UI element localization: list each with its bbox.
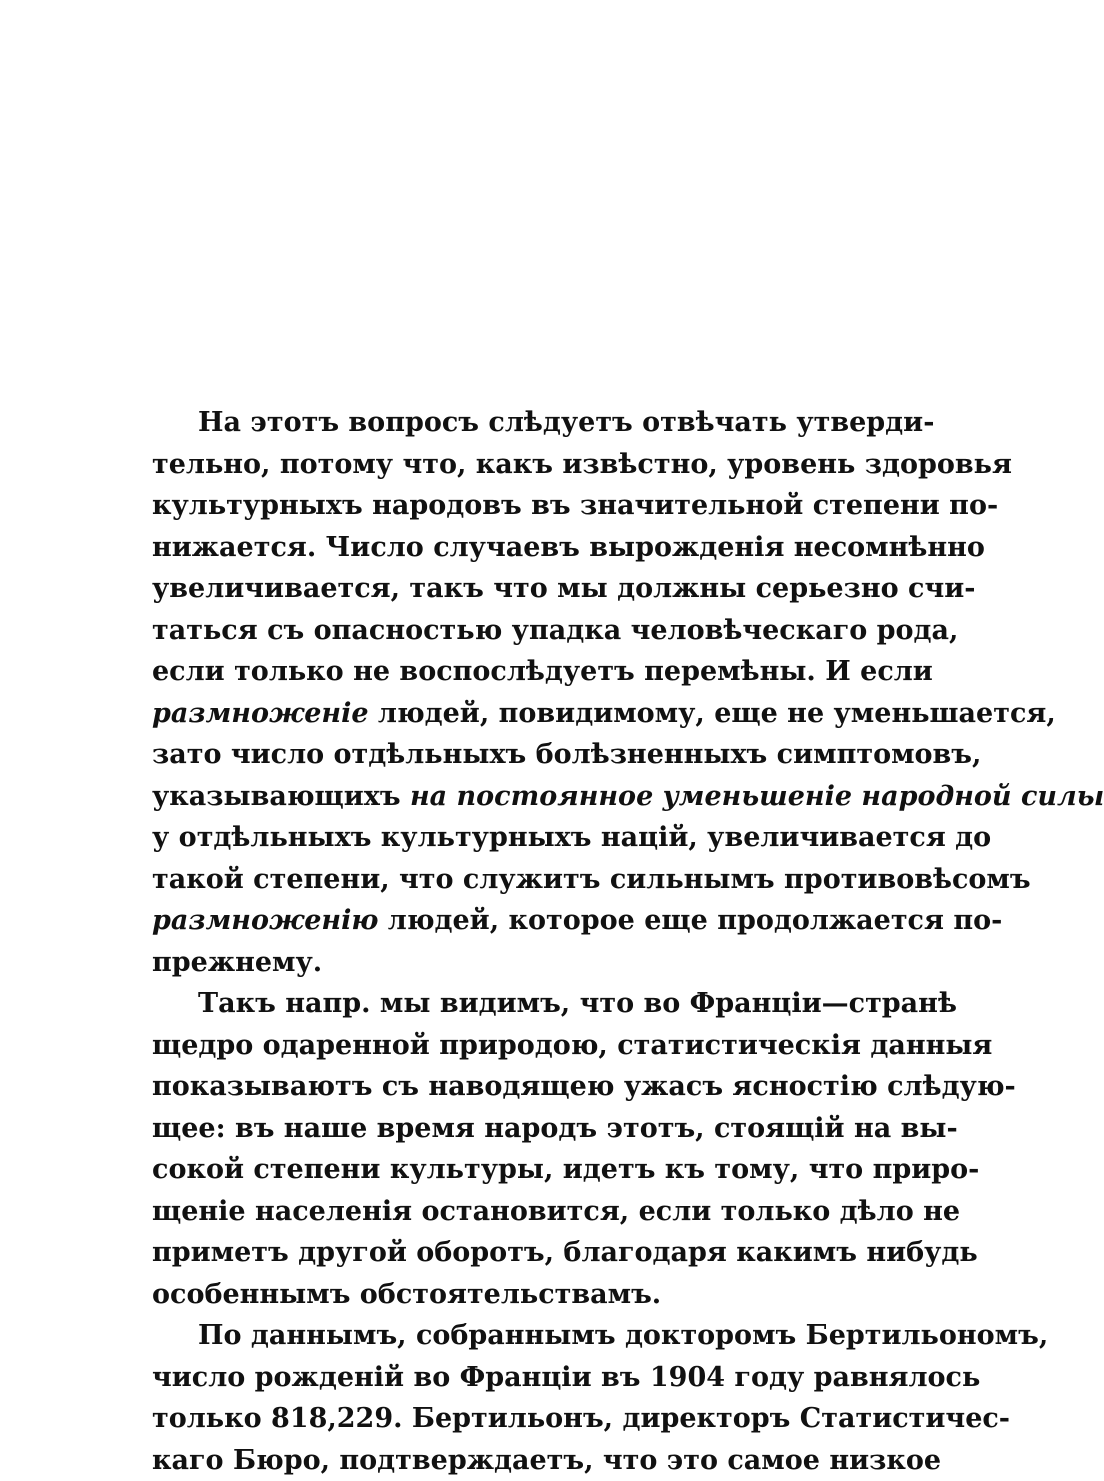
text-line xyxy=(152,610,856,652)
paragraph xyxy=(152,1315,856,1481)
text-run: указывающихъ xyxy=(152,781,410,812)
text-run: каго Бюро, подтверждаетъ, что это самое низкое xyxy=(152,1445,941,1476)
text-line xyxy=(152,651,856,693)
text-run: у отдѣльныхъ культурныхъ націй, увеличивается до xyxy=(152,822,991,853)
text-line xyxy=(152,1398,856,1440)
text-line xyxy=(152,693,856,735)
text-line xyxy=(152,1108,856,1150)
paragraph xyxy=(152,402,856,983)
text-run: тельно, потому что, какъ извѣстно, уровень здоровья xyxy=(152,449,1012,480)
text-line xyxy=(152,1357,856,1399)
text-line xyxy=(152,1440,856,1481)
text-run: Такъ напр. мы видимъ, что во Франціи—странѣ xyxy=(198,988,957,1019)
text-line xyxy=(152,942,856,984)
text-run: таться съ опасностью упадка человѣческаго рода, xyxy=(152,615,958,646)
text-run: На этотъ вопросъ слѣдуетъ отвѣчать утверди- xyxy=(198,407,934,438)
text-run: число рожденій во Франціи въ 1904 году равнялось xyxy=(152,1362,980,1393)
text-line xyxy=(152,1274,856,1316)
text-line xyxy=(152,1315,856,1357)
text-line xyxy=(152,568,856,610)
italic-run: размноженію xyxy=(152,905,378,936)
text-run: щеніе населенія остановится, если только дѣло не xyxy=(152,1196,960,1227)
text-line xyxy=(152,1232,856,1274)
text-run: если только не воспослѣдуетъ перемѣны. И если xyxy=(152,656,933,687)
text-line xyxy=(152,485,856,527)
text-line xyxy=(152,1149,856,1191)
text-line xyxy=(152,527,856,569)
text-run: По даннымъ, собраннымъ докторомъ Бертильономъ, xyxy=(198,1320,1048,1351)
text-run: показываютъ съ наводящею ужасъ ясностію слѣдую- xyxy=(152,1071,1016,1102)
text-line xyxy=(152,983,856,1025)
paragraph xyxy=(152,983,856,1315)
text-run: прежнему. xyxy=(152,947,322,978)
text-line xyxy=(152,402,856,444)
text-run: щее: въ наше время народъ этотъ, стоящій на вы- xyxy=(152,1113,958,1144)
text-run: нижается. Число случаевъ вырожденія несомнѣнно xyxy=(152,532,985,563)
italic-run: на постоянное уменьшеніе народной силы xyxy=(410,781,1104,812)
text-line xyxy=(152,1066,856,1108)
text-run: культурныхъ народовъ въ значительной степени по- xyxy=(152,490,998,521)
text-line xyxy=(152,1191,856,1233)
text-run: зато число отдѣльныхъ болѣзненныхъ симптомовъ, xyxy=(152,739,981,770)
text-run: сокой степени культуры, идетъ къ тому, что приро- xyxy=(152,1154,979,1185)
text-line xyxy=(152,900,856,942)
text-run: людей, которое еще продолжается по- xyxy=(378,905,1002,936)
text-run: только 818,229. Бертильонъ, директоръ Статистичес- xyxy=(152,1403,1010,1434)
text-line xyxy=(152,859,856,901)
text-line xyxy=(152,776,856,818)
text-run: такой степени, что служитъ сильнымъ противовѣсомъ xyxy=(152,864,1031,895)
text-line xyxy=(152,734,856,776)
italic-run: размноженіе xyxy=(152,698,369,729)
text-run: увеличивается, такъ что мы должны серьезно счи- xyxy=(152,573,975,604)
body-text xyxy=(152,402,856,1481)
text-run: приметъ другой оборотъ, благодаря какимъ нибудь xyxy=(152,1237,978,1268)
text-run: людей, повидимому, еще не уменьшается, xyxy=(369,698,1056,729)
text-line xyxy=(152,1025,856,1067)
text-run: щедро одаренной природою, статистическія данныя xyxy=(152,1030,992,1061)
text-line xyxy=(152,444,856,486)
text-run: особеннымъ обстоятельствамъ. xyxy=(152,1279,661,1310)
text-line xyxy=(152,817,856,859)
